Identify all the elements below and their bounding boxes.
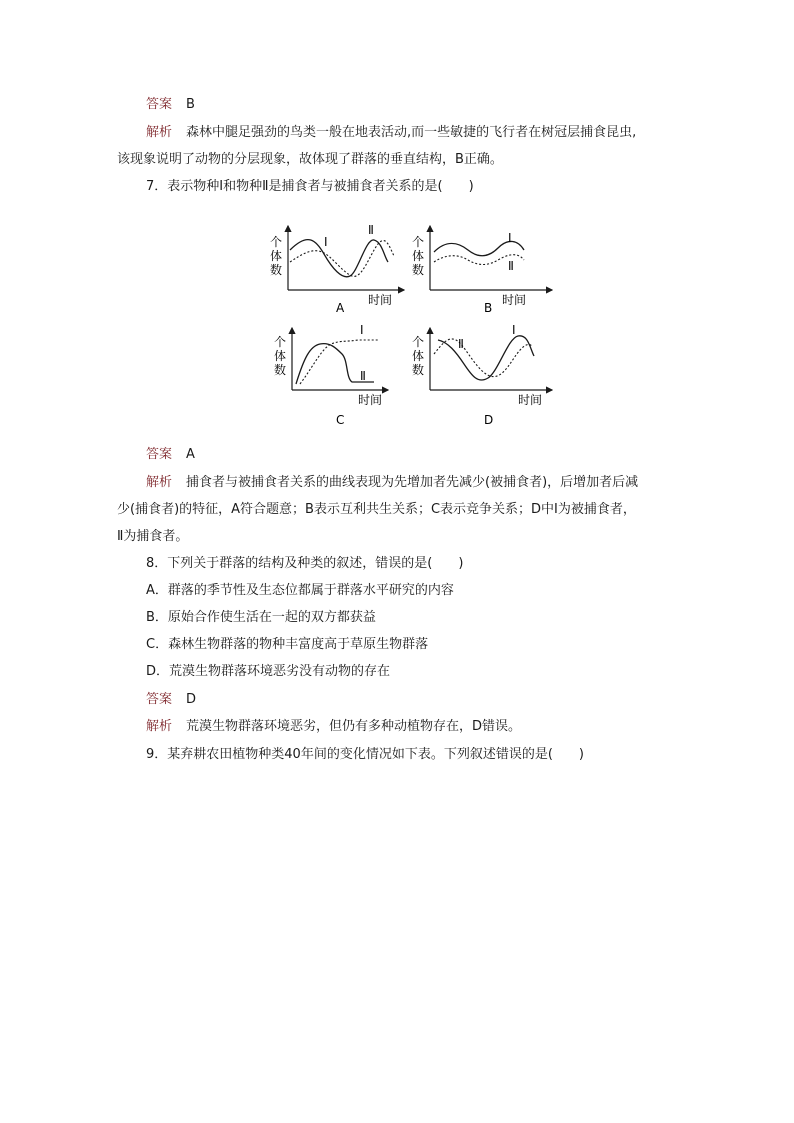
panel-c-curve-label-1: Ⅰ xyxy=(360,323,364,337)
panel-a-x-label: 时间 xyxy=(368,293,393,307)
q7-figure-graphs xyxy=(262,218,562,433)
panel-d-curve-label-1: Ⅱ xyxy=(458,337,464,351)
panel-b-letter: B xyxy=(484,301,493,315)
panel-c-letter: C xyxy=(336,413,345,427)
q7-answer-line xyxy=(146,446,195,464)
q7-analysis-line-3: Ⅱ为捕食者。 xyxy=(117,529,189,544)
analysis-text: 荒漠生物群落环境恶劣，但仍有多种动植物存在，D错误。 xyxy=(186,719,522,734)
q7-stem: 7．表示物种Ⅰ和物种Ⅱ是捕食者与被捕食者关系的是( ) xyxy=(146,179,474,194)
panel-b-y-label-3: 数 xyxy=(412,263,425,277)
q6-analysis-line-2: 该现象说明了动物的分层现象，故体现了群落的垂直结构，B正确。 xyxy=(117,152,503,167)
answer-label: 答案 xyxy=(146,97,173,112)
q9-stem: 9．某弃耕农田植物种类40年间的变化情况如下表。下列叙述错误的是( ) xyxy=(146,747,584,762)
panel-c-x-label: 时间 xyxy=(358,393,383,407)
q8-option-a: A．群落的季节性及生态位都属于群落水平研究的内容 xyxy=(146,583,454,598)
panel-a-y-label-2: 体 xyxy=(270,249,283,263)
q7-analysis-line-1 xyxy=(146,474,638,492)
panel-d-curve-2 xyxy=(434,339,532,377)
analysis-label: 解析 xyxy=(146,719,173,734)
panel-c-y-label-1: 个 xyxy=(274,335,287,349)
panel-d-x-label: 时间 xyxy=(518,393,543,407)
panel-a-letter: A xyxy=(336,301,345,315)
answer-value: A xyxy=(186,447,195,462)
panel-b xyxy=(412,226,552,315)
panel-a-y-label-1: 个 xyxy=(270,235,283,249)
panel-c-curve-1 xyxy=(300,340,378,384)
analysis-label: 解析 xyxy=(146,125,173,140)
answer-value: D xyxy=(186,692,197,707)
panel-d-y-label-3: 数 xyxy=(412,363,425,377)
panel-b-y-label-1: 个 xyxy=(412,235,425,249)
q8-stem: 8．下列关于群落的结构及种类的叙述，错误的是( ) xyxy=(146,556,464,571)
panel-a-curve-1 xyxy=(290,240,388,277)
answer-label: 答案 xyxy=(146,692,173,707)
panel-d-curve-label-2: Ⅰ xyxy=(512,323,516,337)
panel-a-curve-label-1: Ⅰ xyxy=(324,235,328,249)
answer-value: B xyxy=(186,97,195,112)
panel-d xyxy=(412,323,552,427)
analysis-text: 森林中腿足强劲的鸟类一般在地表活动,而一些敏捷的飞行者在树冠层捕食昆虫, xyxy=(186,125,637,140)
panel-a-curve-label-2: Ⅱ xyxy=(368,223,374,237)
panel-b-curve-label-2: Ⅱ xyxy=(508,259,514,273)
analysis-label: 解析 xyxy=(146,475,173,490)
q8-analysis-line-1 xyxy=(146,718,521,736)
panel-c-curve-label-2: Ⅱ xyxy=(360,369,366,383)
panel-c-y-label-2: 体 xyxy=(274,349,287,363)
analysis-text: 捕食者与被捕食者关系的曲线表现为先增加者先减少(被捕食者)，后增加者后减 xyxy=(186,475,639,490)
q8-option-b: B．原始合作使生活在一起的双方都获益 xyxy=(146,610,376,625)
panel-a-curve-2 xyxy=(290,241,394,277)
panel-b-y-label-2: 体 xyxy=(412,249,425,263)
panel-c xyxy=(274,323,388,427)
q7-analysis-line-2: 少(捕食者)的特征，A符合题意；B表示互利共生关系；C表示竞争关系；D中Ⅰ为被捕食者， xyxy=(117,502,636,517)
panel-d-y-label-2: 体 xyxy=(412,349,425,363)
q7-figure xyxy=(262,218,562,433)
panel-c-y-label-3: 数 xyxy=(274,363,287,377)
q8-option-d: D．荒漠生物群落环境恶劣没有动物的存在 xyxy=(146,664,391,679)
q8-option-c: C．森林生物群落的物种丰富度高于草原生物群落 xyxy=(146,637,429,652)
q6-analysis-line-1 xyxy=(146,124,636,142)
panel-b-curve-label-1: Ⅰ xyxy=(508,231,512,245)
panel-d-y-label-1: 个 xyxy=(412,335,425,349)
panel-b-x-label: 时间 xyxy=(502,293,527,307)
q8-answer-line xyxy=(146,691,196,709)
panel-a xyxy=(270,223,404,315)
panel-d-letter: D xyxy=(484,413,494,427)
q6-answer-line xyxy=(146,96,195,114)
panel-a-y-label-3: 数 xyxy=(270,263,283,277)
answer-label: 答案 xyxy=(146,447,173,462)
